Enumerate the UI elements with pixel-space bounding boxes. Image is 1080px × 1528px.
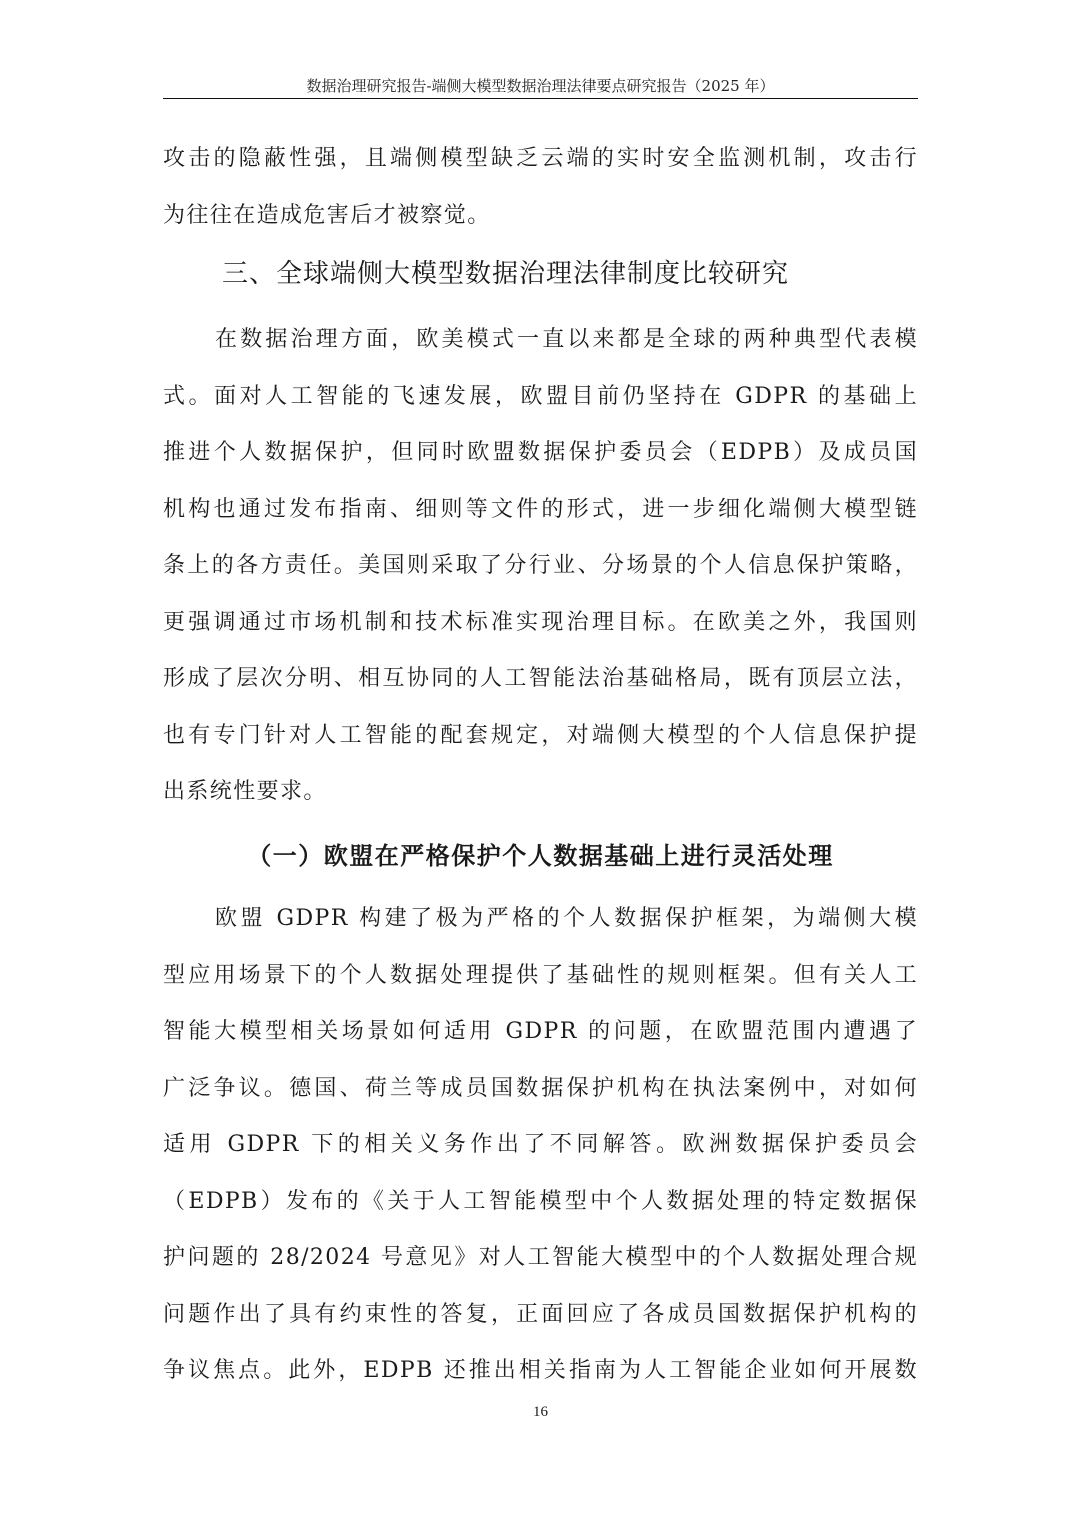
paragraph-line: 为往往在造成危害后才被察觉。 — [163, 202, 491, 228]
paragraph-line: 形成了层次分明、相互协同的人工智能法治基础格局，既有顶层立法， — [163, 666, 918, 691]
paragraph-line: 出系统性要求。 — [163, 779, 327, 804]
paragraph-line: 推进个人数据保护，但同时欧盟数据保护委员会（EDPB）及成员国 — [163, 440, 918, 465]
paragraph-line: 广泛争议。德国、荷兰等成员国数据保护机构在执法案例中，对如何 — [163, 1075, 918, 1101]
paragraph-line: 攻击的隐蔽性强，且端侧模型缺乏云端的实时安全监测机制，攻击行 — [163, 146, 918, 171]
paragraph-line: 更强调通过市场机制和技术标准实现治理目标。在欧美之外，我国则 — [163, 609, 918, 635]
eu-paragraph — [163, 891, 918, 1400]
intro-paragraph — [163, 312, 918, 821]
paragraph-line: （EDPB）发布的《关于人工智能模型中个人数据处理的特定数据保 — [163, 1188, 918, 1214]
paragraph-line: 争议焦点。此外，EDPB 还推出相关指南为人工智能企业如何开展数 — [163, 1358, 918, 1383]
section-heading: 三、全球端侧大模型数据治理法律制度比较研究 — [222, 259, 790, 289]
paragraph-line: 适用 GDPR 下的相关义务作出了不同解答。欧洲数据保护委员会 — [163, 1132, 918, 1157]
paragraph-line: 条上的各方责任。美国则采取了分行业、分场景的个人信息保护策略， — [163, 553, 918, 578]
subsection-heading: （一）欧盟在严格保护个人数据基础上进行灵活处理 — [247, 841, 834, 870]
paragraph-line: 在数据治理方面，欧美模式一直以来都是全球的两种典型代表模 — [215, 327, 918, 352]
paragraph-line: 机构也通过发布指南、细则等文件的形式，进一步细化端侧大模型链 — [163, 496, 918, 522]
paragraph-line: 也有专门针对人工智能的配套规定，对端侧大模型的个人信息保护提 — [163, 722, 918, 748]
paragraph-line: 问题作出了具有约束性的答复，正面回应了各成员国数据保护机构的 — [163, 1301, 918, 1327]
paragraph-line: 智能大模型相关场景如何适用 GDPR 的问题，在欧盟范围内遭遇了 — [163, 1019, 918, 1044]
page-number: 16 — [533, 1404, 548, 1420]
paragraph-line: 式。面对人工智能的飞速发展，欧盟目前仍坚持在 GDPR 的基础上 — [163, 383, 918, 409]
header-rule — [163, 98, 918, 99]
paragraph-line: 护问题的 28/2024 号意见》对人工智能大模型中的个人数据处理合规 — [163, 1245, 918, 1270]
running-header: 数据治理研究报告-端侧大模型数据治理法律要点研究报告（2025 年） — [306, 77, 775, 95]
paragraph-line: 欧盟 GDPR 构建了极为严格的个人数据保护框架，为端侧大模 — [215, 906, 918, 931]
continuation-paragraph — [163, 131, 918, 244]
paragraph-line: 型应用场景下的个人数据处理提供了基础性的规则框架。但有关人工 — [163, 962, 918, 988]
